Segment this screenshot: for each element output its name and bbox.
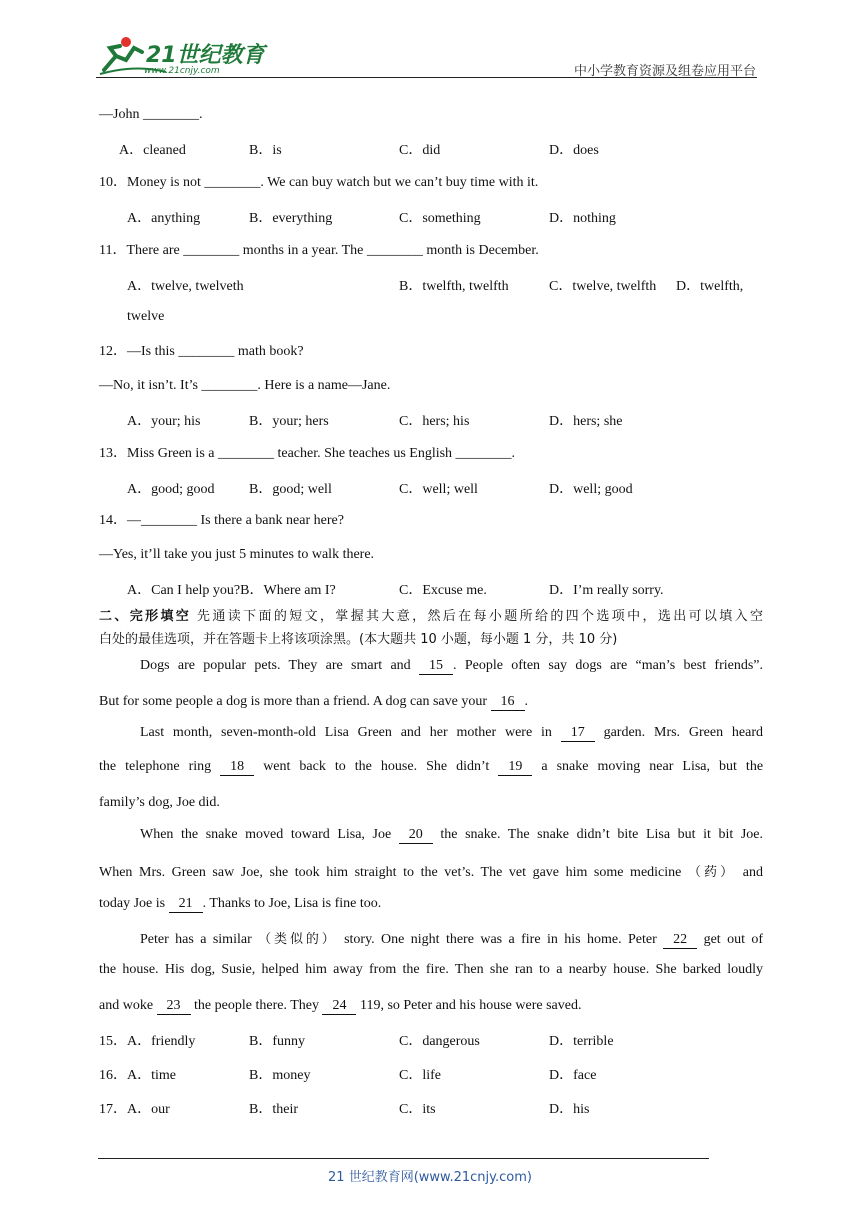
q12-option-a: A．your; his bbox=[127, 414, 201, 429]
passage-p1-line2: But for some people a dog is more than a friend. A dog can save your 16 . bbox=[99, 694, 529, 709]
q14-stem: 14．—________ Is there a bank near here? bbox=[99, 513, 344, 528]
footer-divider bbox=[98, 1158, 709, 1159]
q13-option-a: A．good; good bbox=[127, 482, 215, 497]
q11-option-a: A．twelve, twelveth bbox=[127, 279, 244, 294]
passage-p2-line2: the telephone ring 18 went back to the house. She didn’t 19 a snake moving near Lisa, but the bbox=[99, 759, 764, 774]
q11-stem: 11．There are ________ months in a year. The ________ month is December. bbox=[99, 243, 539, 258]
q11-option-d-continued: twelve bbox=[127, 309, 165, 324]
section2-instructions-line1 bbox=[99, 606, 763, 628]
blank-22: 22 bbox=[663, 932, 697, 949]
passage-p3-line3: today Joe is 21 . Thanks to Joe, Lisa is fine too. bbox=[99, 896, 382, 911]
q12-stem: 12．—Is this ________ math book? bbox=[99, 344, 304, 359]
q10-option-a: A．anything bbox=[127, 211, 201, 226]
q16-option-c: C．life bbox=[399, 1068, 441, 1083]
q15-option-d: D．terrible bbox=[549, 1034, 614, 1049]
passage-p3-line1: When the snake moved toward Lisa, Joe 20 the snake. The snake didn’t bite Lisa but it bit Joe. bbox=[140, 827, 764, 842]
logo-url: www.21cnjy.com bbox=[144, 66, 220, 76]
section2-instr-1: 先通读下面的短文，掌握其大意，然后在每小题所给的四个选项中，选出可以填入空 bbox=[197, 609, 763, 624]
passage-p3-line2: When Mrs. Green saw Joe, she took him straight to the vet’s. The vet gave him some medicine （药） and bbox=[99, 865, 763, 880]
q10-option-b: B．everything bbox=[249, 211, 333, 226]
q9-option-b: B．is bbox=[249, 143, 282, 158]
q17-option-d: D．his bbox=[549, 1102, 590, 1117]
footer-text: 21 世纪教育网(www.21cnjy.com) bbox=[328, 1170, 532, 1185]
blank-23: 23 bbox=[157, 998, 191, 1015]
blank-21: 21 bbox=[169, 896, 203, 913]
q16-option-a: A．time bbox=[127, 1068, 176, 1083]
passage-p2-line3: family’s dog, Joe did. bbox=[99, 795, 220, 810]
q12-option-d: D．hers; she bbox=[549, 414, 623, 429]
q9-option-c: C．did bbox=[399, 143, 441, 158]
q17-option-c: C．its bbox=[399, 1102, 436, 1117]
blank-15: 15 bbox=[419, 658, 453, 675]
q11-option-b: B．twelfth, twelfth bbox=[399, 279, 509, 294]
q12-stem-reply: —No, it isn’t. It’s ________. Here is a name—Jane. bbox=[99, 378, 391, 393]
q15-number: 15． bbox=[99, 1034, 127, 1049]
q17-option-a: A．our bbox=[127, 1102, 170, 1117]
q15-option-a: A．friendly bbox=[127, 1034, 196, 1049]
blank-16: 16 bbox=[491, 694, 525, 711]
blank-17: 17 bbox=[561, 725, 595, 742]
passage-p4-line3: and woke 23 the people there. They 24 119, so Peter and his house were saved. bbox=[99, 998, 582, 1013]
blank-18: 18 bbox=[220, 759, 254, 776]
blank-20: 20 bbox=[399, 827, 433, 844]
q12-option-c: C．hers; his bbox=[399, 414, 470, 429]
q14-option-d: D．I’m really sorry. bbox=[549, 583, 664, 598]
q13-option-c: C．well; well bbox=[399, 482, 478, 497]
blank-24: 24 bbox=[322, 998, 356, 1015]
q10-option-c: C．something bbox=[399, 211, 481, 226]
q11-option-d: D．twelfth, bbox=[676, 279, 744, 294]
q10-option-d: D．nothing bbox=[549, 211, 616, 226]
q13-option-b: B．good; well bbox=[249, 482, 332, 497]
q17-number: 17． bbox=[99, 1102, 127, 1117]
q10-stem: 10．Money is not ________. We can buy watch but we can’t buy time with it. bbox=[99, 175, 539, 190]
header-platform-name: 中小学教育资源及组卷应用平台 bbox=[573, 64, 756, 79]
passage-p2-line1: Last month, seven-month-old Lisa Green and her mother were in 17 garden. Mrs. Green heard bbox=[140, 725, 764, 740]
section2-instr-2: 白处的最佳选项，并在答题卡上将该项涂黑。(本大题共 10 小题，每小题 1 分，共 10 分) bbox=[99, 632, 618, 647]
q14-option-ab: A．Can I help you?B．Where am I? bbox=[127, 583, 336, 598]
q11-option-c: C．twelve, twelfth bbox=[549, 279, 657, 294]
q16-option-b: B．money bbox=[249, 1068, 311, 1083]
site-logo bbox=[96, 34, 265, 80]
passage-p4-line1: Peter has a similar （类似的） story. One night there was a fire in his home. Peter 22 get out of bbox=[140, 932, 764, 947]
q15-option-c: C．dangerous bbox=[399, 1034, 480, 1049]
section2-title: 二、完形填空 bbox=[99, 609, 192, 624]
passage-p4-line2: the house. His dog, Susie, helped him away from the fire. Then she ran to a nearby house. She barked loudly bbox=[99, 962, 763, 977]
q14-option-c: C．Excuse me. bbox=[399, 583, 487, 598]
q9-option-a: A．cleaned bbox=[119, 143, 186, 158]
q15-option-b: B．funny bbox=[249, 1034, 305, 1049]
q13-option-d: D．well; good bbox=[549, 482, 633, 497]
header-divider bbox=[96, 77, 757, 78]
q16-option-d: D．face bbox=[549, 1068, 597, 1083]
q14-stem-reply: —Yes, it’ll take you just 5 minutes to walk there. bbox=[99, 547, 375, 562]
passage-p1-line1: Dogs are popular pets. They are smart and 15 . People often say dogs are “man’s best friends”. bbox=[140, 658, 763, 673]
q12-option-b: B．your; hers bbox=[249, 414, 329, 429]
blank-19: 19 bbox=[498, 759, 532, 776]
q9-option-d: D．does bbox=[549, 143, 599, 158]
q9-answer-line: —John ________. bbox=[99, 107, 203, 122]
q13-stem: 13．Miss Green is a ________ teacher. She teaches us English ________. bbox=[99, 446, 516, 461]
q17-option-b: B．their bbox=[249, 1102, 298, 1117]
logo-text: 21世纪教育 bbox=[146, 43, 265, 68]
q16-number: 16． bbox=[99, 1068, 127, 1083]
